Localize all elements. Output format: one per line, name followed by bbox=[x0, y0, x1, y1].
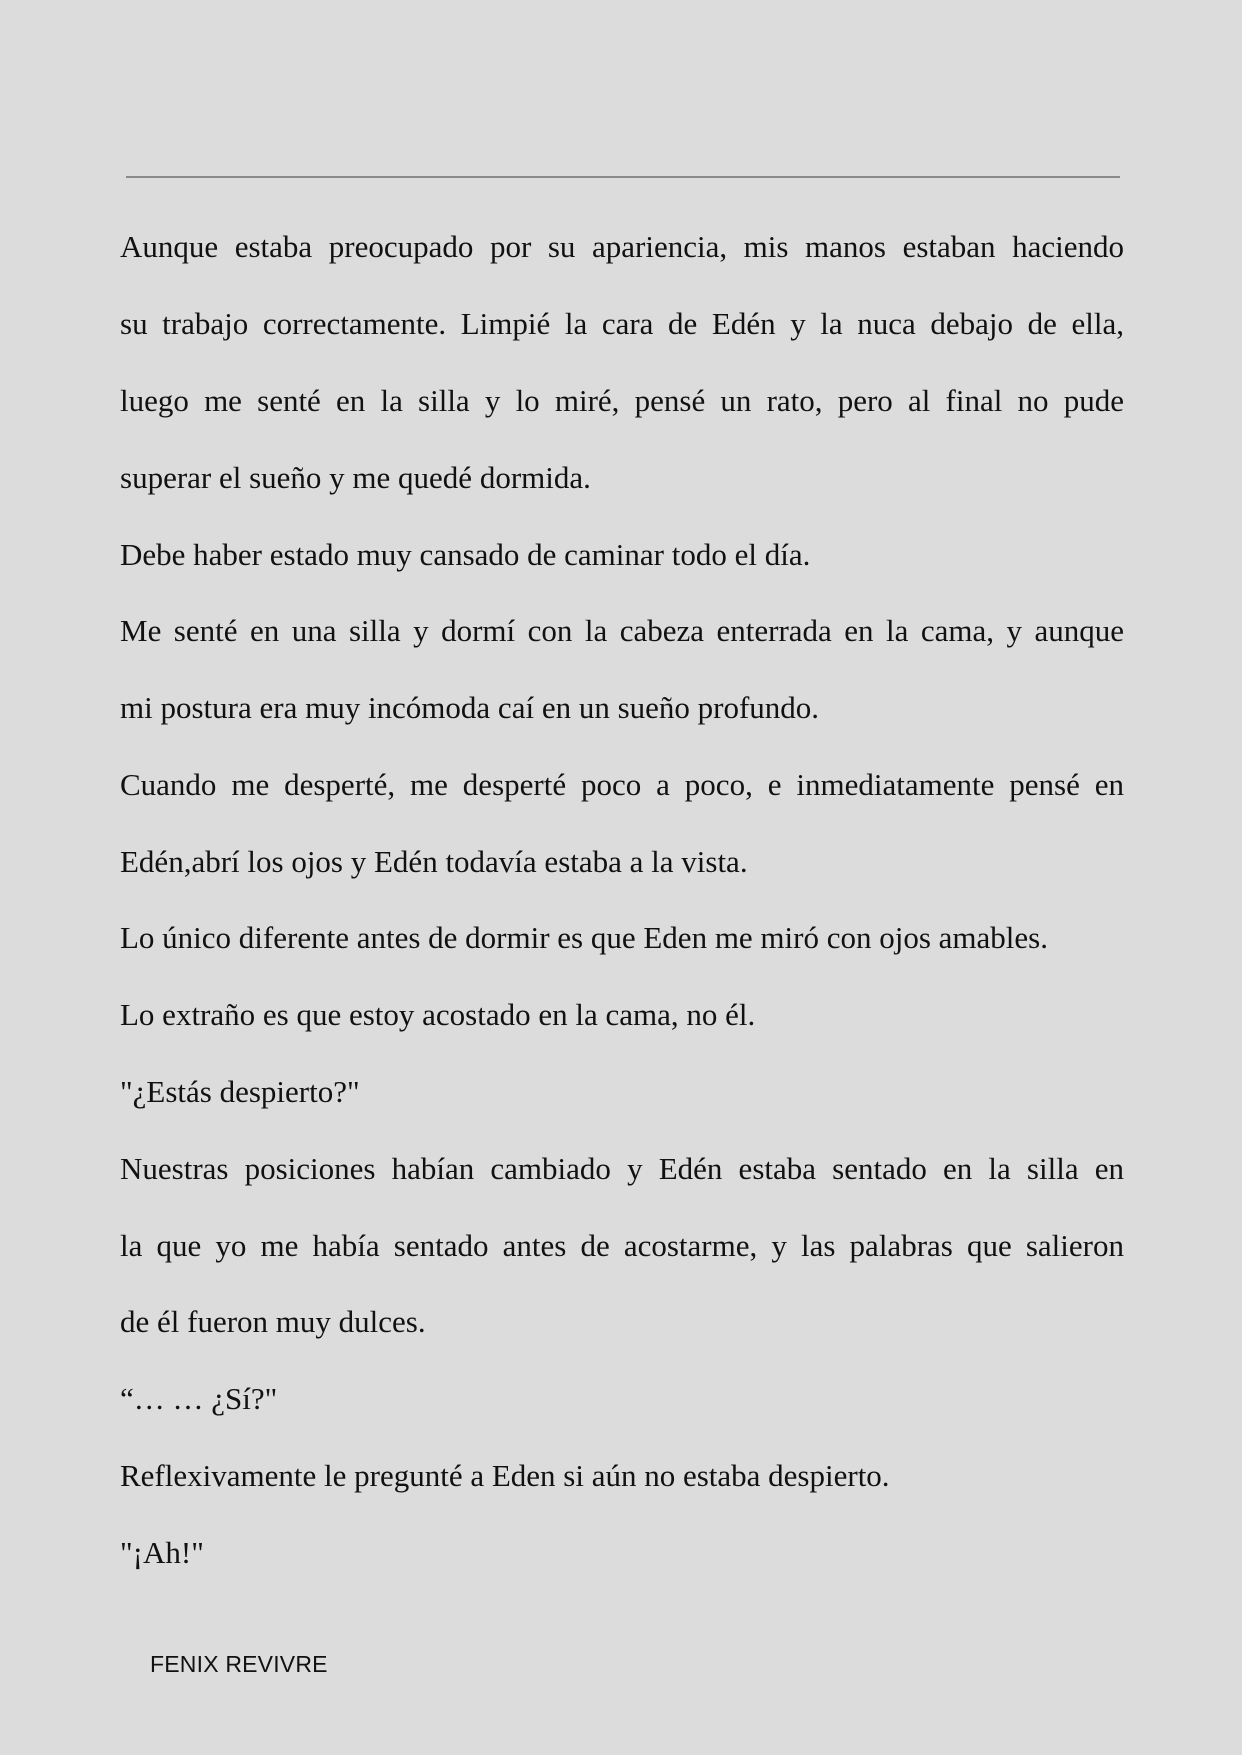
text-line: su trabajo correctamente. Limpié la cara de Edén y la nuca debajo de ella, bbox=[120, 306, 1124, 341]
header-rule bbox=[126, 176, 1120, 178]
text-line: Nuestras posiciones habían cambiado y Edén estaba sentado en la silla en bbox=[120, 1151, 1124, 1186]
text-line: Reflexivamente le pregunté a Eden si aún no estaba despierto. bbox=[120, 1458, 890, 1493]
text-line: Lo único diferente antes de dormir es que Eden me miró con ojos amables. bbox=[120, 920, 1048, 955]
text-line: Cuando me desperté, me desperté poco a poco, e inmediatamente pensé en bbox=[120, 767, 1124, 802]
text-line: Me senté en una silla y dormí con la cabeza enterrada en la cama, y aunque bbox=[120, 613, 1124, 648]
text-line: de él fueron muy dulces. bbox=[120, 1304, 426, 1339]
text-line: superar el sueño y me quedé dormida. bbox=[120, 460, 591, 495]
text-line: “… … ¿Sí?" bbox=[120, 1381, 278, 1416]
text-line: Debe haber estado muy cansado de caminar todo el día. bbox=[120, 537, 811, 572]
text-line: luego me senté en la silla y lo miré, pensé un rato, pero al final no pude bbox=[120, 383, 1124, 418]
text-line: Lo extraño es que estoy acostado en la cama, no él. bbox=[120, 997, 756, 1032]
text-line: "¿Estás despierto?" bbox=[120, 1074, 360, 1109]
text-line: Aunque estaba preocupado por su apariencia, mis manos estaban haciendo bbox=[120, 229, 1124, 264]
text-line: mi postura era muy incómoda caí en un sueño profundo. bbox=[120, 690, 820, 725]
footer-credit: FENIX REVIVRE bbox=[150, 1651, 328, 1677]
text-line: Edén,abrí los ojos y Edén todavía estaba a la vista. bbox=[120, 844, 748, 879]
text-line: "¡Ah!" bbox=[120, 1535, 204, 1570]
text-line: la que yo me había sentado antes de acostarme, y las palabras que salieron bbox=[120, 1228, 1124, 1263]
